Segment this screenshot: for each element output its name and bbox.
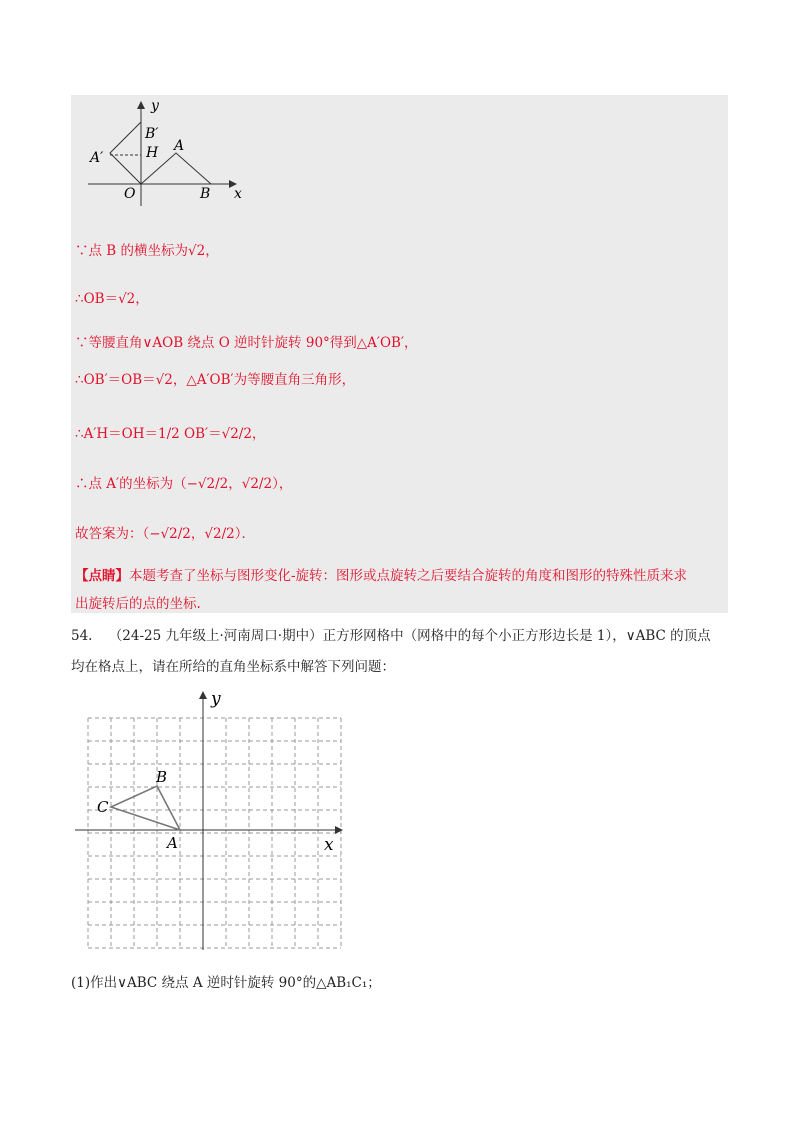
label-B: B [200,186,211,202]
grid-label-B: B [156,768,168,786]
hint-tag: 【点睛】 [75,568,129,584]
label-Aprime: A′ [90,150,104,166]
label-Bprime: B′ [145,126,159,142]
rotation-figure [88,98,258,206]
hint-line-1 [75,566,687,586]
question-line-1 [71,626,711,646]
grid-label-C: C [97,798,109,816]
dashed-grid [88,718,341,948]
solution-line-4: ∴OB′＝OB＝√2，△A′OB′为等腰直角三角形， [75,372,356,388]
solution-line-7: 故答案为：（−√2/2，√2/2）． [75,526,255,542]
label-H: H [146,145,159,161]
question-line-2: 均在格点上，请在所给的直角坐标系中解答下列问题： [71,659,395,675]
label-y: y [151,98,159,114]
label-A: A [174,138,185,154]
question-part-1: (1)作出∨ABC 绕点 A 逆时针旋转 90°的△AB₁C₁； [71,975,381,991]
hint-text-1: 本题考查了坐标与图形变化-旋转：图形或点旋转之后要结合旋转的角度和图形的特殊性质来求 [129,568,688,584]
triangle-ABC [111,786,180,830]
grid-label-A: A [167,834,178,852]
hint-line-2: 出旋转后的点的坐标. [75,596,201,612]
label-x: x [234,186,242,202]
solution-line-2: ∴OB＝√2， [75,291,149,307]
question-text-1: 正方形网格中（网格中的每个小正方形边长是 1），∨ABC 的顶点 [322,628,711,644]
grid-figure [70,688,360,958]
solution-line-5: ∴A′H＝OH＝1/2 OB′＝√2/2， [75,426,266,442]
solution-line-3: ∵等腰直角∨AOB 绕点 O 逆时针旋转 90°得到△A′OB′， [75,335,418,351]
label-O: O [124,186,136,202]
question-source: （24-25 九年级上·河南周口·期中） [108,628,323,644]
triangle-AprimeOBprime [110,122,141,184]
grid-label-y: y [211,689,221,709]
solution-line-6: ∴点 A′的坐标为（−√2/2，√2/2）， [75,476,293,492]
grid-label-x: x [324,835,334,855]
question-number: 54. [71,628,93,644]
solution-line-1: ∵点 B 的横坐标为√2， [75,243,219,259]
